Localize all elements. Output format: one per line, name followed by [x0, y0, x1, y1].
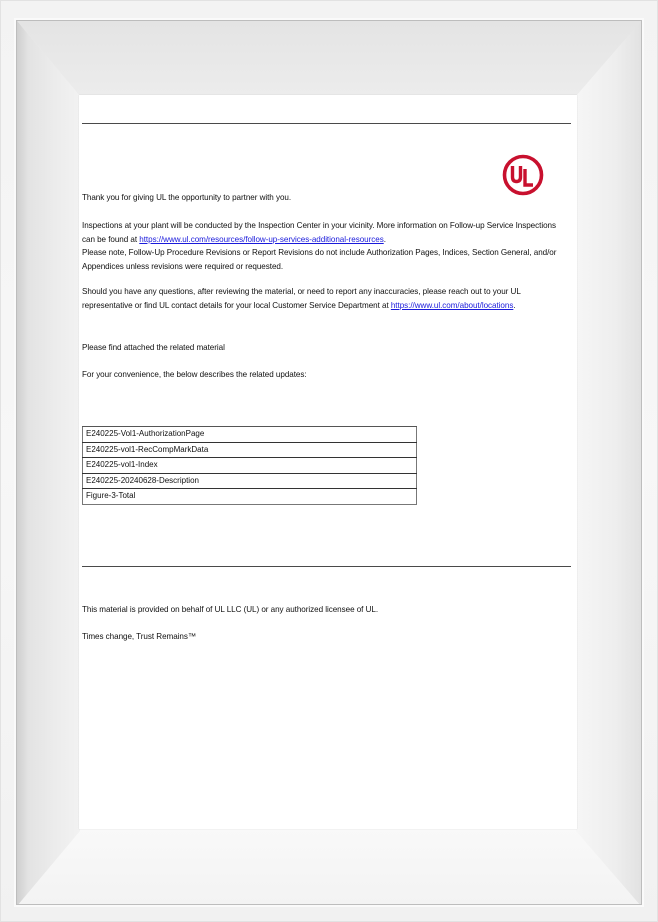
file-name: E240225-vol1-Index [83, 458, 417, 474]
follow-up-resources-link[interactable]: https://www.ul.com/resources/follow-up-services-additional-resources [139, 234, 384, 244]
greeting-text: Thank you for giving UL the opportunity to partner with you. [82, 193, 292, 202]
header-rule [82, 123, 571, 124]
table-row [83, 473, 417, 489]
related-files-table [82, 426, 417, 505]
inspections-text: Inspections at your plant will be conducted by the Inspection Center in your vicinity. More information on Follow-up Service Inspections can be found at [82, 221, 556, 244]
footer-rule [82, 566, 571, 567]
file-name: E240225-vol1-RecCompMarkData [83, 442, 417, 458]
frame-bevel-right [576, 21, 641, 905]
table-row [83, 442, 417, 458]
frame-bevel-top [17, 21, 642, 96]
disclaimer-text: This material is provided on behalf of UL LLC (UL) or any authorized licensee of UL. [82, 605, 379, 614]
questions-text: Should you have any questions, after reviewing the material, or need to report any inaccuracies, please reach out to your UL representative or find UL contact details for your local Customer Service Department at [82, 287, 521, 310]
attached-text: Please find attached the related material [82, 343, 225, 352]
period: . [513, 300, 516, 310]
tagline-text: Times change, Trust Remains™ [82, 632, 196, 641]
table-row [83, 458, 417, 474]
convenience-text: For your convenience, the below describes the related updates: [82, 370, 307, 379]
file-name: E240225-20240628-Description [83, 473, 417, 489]
table-row [83, 427, 417, 443]
frame-bevel-bottom [17, 829, 642, 904]
document-page [79, 95, 577, 829]
table-row [83, 489, 417, 505]
file-name: E240225-Vol1-AuthorizationPage [83, 427, 417, 443]
frame-bevel-left [17, 21, 80, 905]
file-name: Figure-3-Total [83, 489, 417, 505]
revisions-note-text: Please note, Follow-Up Procedure Revisions or Report Revisions do not include Authorization Pages, Indices, Section General, and/or Appendices unless revisions were required or requested. [82, 248, 557, 271]
period: . [383, 234, 386, 244]
questions-paragraph [82, 285, 570, 312]
inspections-paragraph [82, 219, 570, 273]
locations-link[interactable]: https://www.ul.com/about/locations [390, 300, 514, 310]
